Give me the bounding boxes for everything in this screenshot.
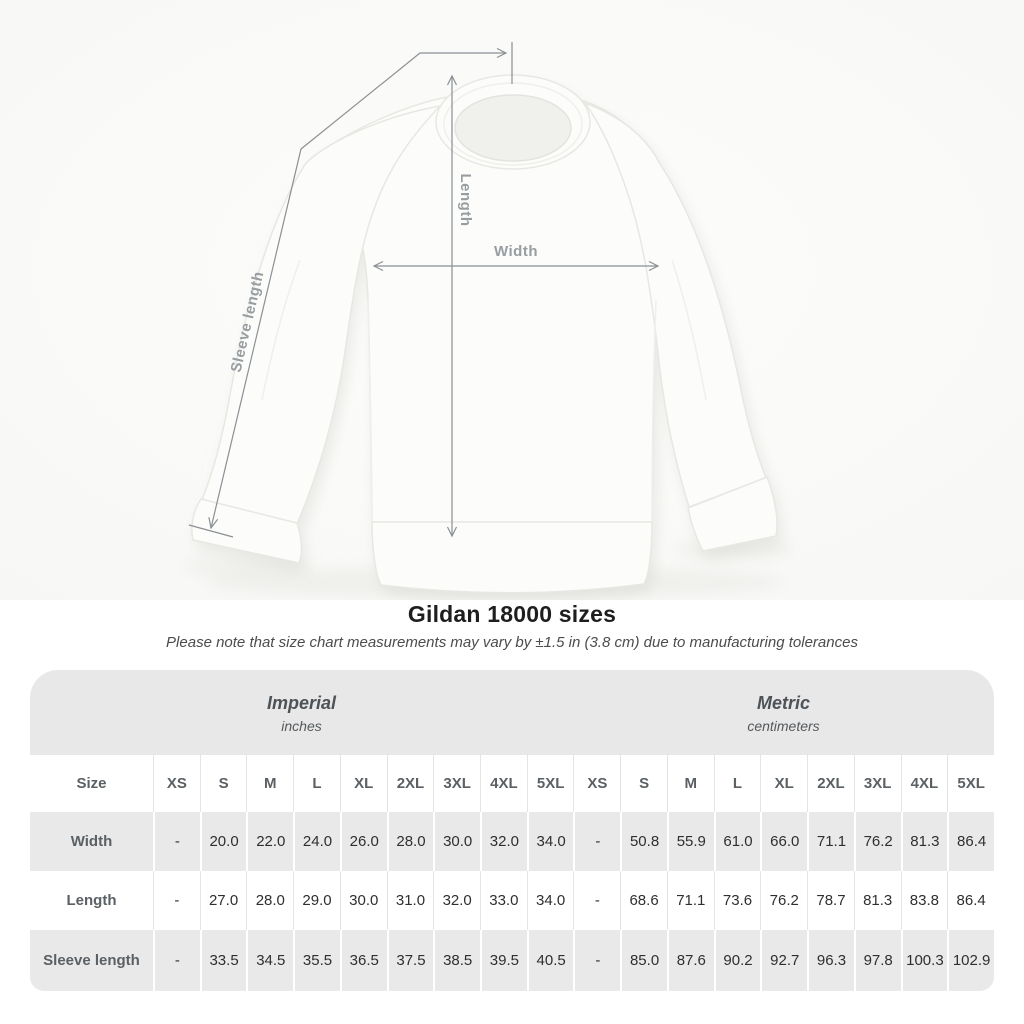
size-col-header: L [714, 755, 761, 812]
size-value-cell: - [153, 812, 200, 871]
size-value-cell: 55.9 [667, 812, 714, 871]
size-value-cell: - [153, 871, 200, 930]
imperial-title: Imperial [266, 693, 337, 713]
size-value-cell: 33.5 [200, 930, 247, 991]
imperial-unit-header [30, 670, 573, 755]
size-value-cell: 29.0 [293, 871, 340, 930]
width-label: Width [493, 243, 539, 260]
size-header-row [30, 755, 994, 812]
size-value-cell: 71.1 [807, 812, 854, 871]
length-label: Length [457, 173, 474, 227]
size-value-cell: 81.3 [901, 812, 948, 871]
metric-subtitle: centimeters [747, 718, 820, 734]
size-col-header: 4XL [901, 755, 948, 812]
size-col-header: S [620, 755, 667, 812]
size-value-cell: 92.7 [760, 930, 807, 991]
size-value-cell: 97.8 [854, 930, 901, 991]
size-value-cell: 86.4 [947, 871, 994, 930]
size-value-cell: 68.6 [620, 871, 667, 930]
size-value-cell: 26.0 [340, 812, 387, 871]
size-value-cell: - [153, 930, 200, 991]
page-title: Gildan 18000 sizes [407, 601, 617, 627]
size-chart-table [30, 670, 994, 991]
size-value-cell: 22.0 [246, 812, 293, 871]
size-value-cell: 61.0 [714, 812, 761, 871]
size-value-cell: 36.5 [340, 930, 387, 991]
size-value-cell: - [573, 812, 620, 871]
size-value-cell: 34.0 [527, 871, 574, 930]
size-col-header: M [667, 755, 714, 812]
size-value-cell: 38.5 [433, 930, 480, 991]
size-value-cell: 100.3 [901, 930, 948, 991]
tolerance-note: Please note that size chart measurements may vary by ±1.5 in (3.8 cm) due to manufacturing tolerances [166, 634, 858, 651]
size-header-cell: Size [76, 775, 107, 792]
size-col-header: M [246, 755, 293, 812]
size-value-cell: 28.0 [387, 812, 434, 871]
size-value-cell: 28.0 [246, 871, 293, 930]
size-col-header: 5XL [947, 755, 994, 812]
size-value-cell: 73.6 [714, 871, 761, 930]
unit-band [30, 670, 994, 755]
size-value-cell: 87.6 [667, 930, 714, 991]
sleeve-length-label: Sleeve length [227, 269, 268, 375]
size-value-cell: 30.0 [433, 812, 480, 871]
size-col-header: S [200, 755, 247, 812]
metric-title: Metric [756, 693, 810, 713]
size-col-header: XL [760, 755, 807, 812]
size-col-header: XL [340, 755, 387, 812]
size-col-header: 5XL [527, 755, 574, 812]
size-value-cell: 83.8 [901, 871, 948, 930]
size-value-cell: 37.5 [387, 930, 434, 991]
sweatshirt-waistband [372, 522, 652, 593]
size-value-cell: 96.3 [807, 930, 854, 991]
size-value-cell: 35.5 [293, 930, 340, 991]
size-value-cell: 76.2 [854, 812, 901, 871]
imperial-subtitle: inches [281, 718, 322, 734]
length-row [30, 871, 994, 930]
size-value-cell: 86.4 [947, 812, 994, 871]
size-col-header: XS [573, 755, 620, 812]
size-value-cell: - [573, 930, 620, 991]
sweatshirt-collar-inner [455, 95, 571, 161]
size-value-cell: 30.0 [340, 871, 387, 930]
size-value-cell: 27.0 [200, 871, 247, 930]
size-value-cell: 78.7 [807, 871, 854, 930]
size-value-cell: 32.0 [480, 812, 527, 871]
size-col-header: 4XL [480, 755, 527, 812]
size-col-header: 2XL [387, 755, 434, 812]
size-value-cell: 85.0 [620, 930, 667, 991]
size-value-cell: 39.5 [480, 930, 527, 991]
size-value-cell: 40.5 [527, 930, 574, 991]
size-value-cell: 71.1 [667, 871, 714, 930]
size-col-header: 2XL [807, 755, 854, 812]
row-label: Width [30, 812, 153, 871]
row-label: Sleeve length [30, 930, 153, 991]
size-value-cell: 32.0 [433, 871, 480, 930]
size-col-header: 3XL [433, 755, 480, 812]
size-value-cell: 81.3 [854, 871, 901, 930]
size-col-header: 3XL [854, 755, 901, 812]
row-label: Length [30, 871, 153, 930]
size-value-cell: 50.8 [620, 812, 667, 871]
size-value-cell: 66.0 [760, 812, 807, 871]
width-row [30, 812, 994, 871]
size-value-cell: 76.2 [760, 871, 807, 930]
size-value-cell: 90.2 [714, 930, 761, 991]
size-value-cell: 33.0 [480, 871, 527, 930]
size-col-header: XS [153, 755, 200, 812]
size-value-cell: - [573, 871, 620, 930]
size-value-cell: 34.5 [246, 930, 293, 991]
size-value-cell: 20.0 [200, 812, 247, 871]
size-value-cell: 31.0 [387, 871, 434, 930]
metric-unit-header [573, 670, 994, 755]
size-col-header: L [293, 755, 340, 812]
size-value-cell: 24.0 [293, 812, 340, 871]
size-value-cell: 34.0 [527, 812, 574, 871]
sleeve-length-row [30, 930, 994, 991]
size-value-cell: 102.9 [947, 930, 994, 991]
